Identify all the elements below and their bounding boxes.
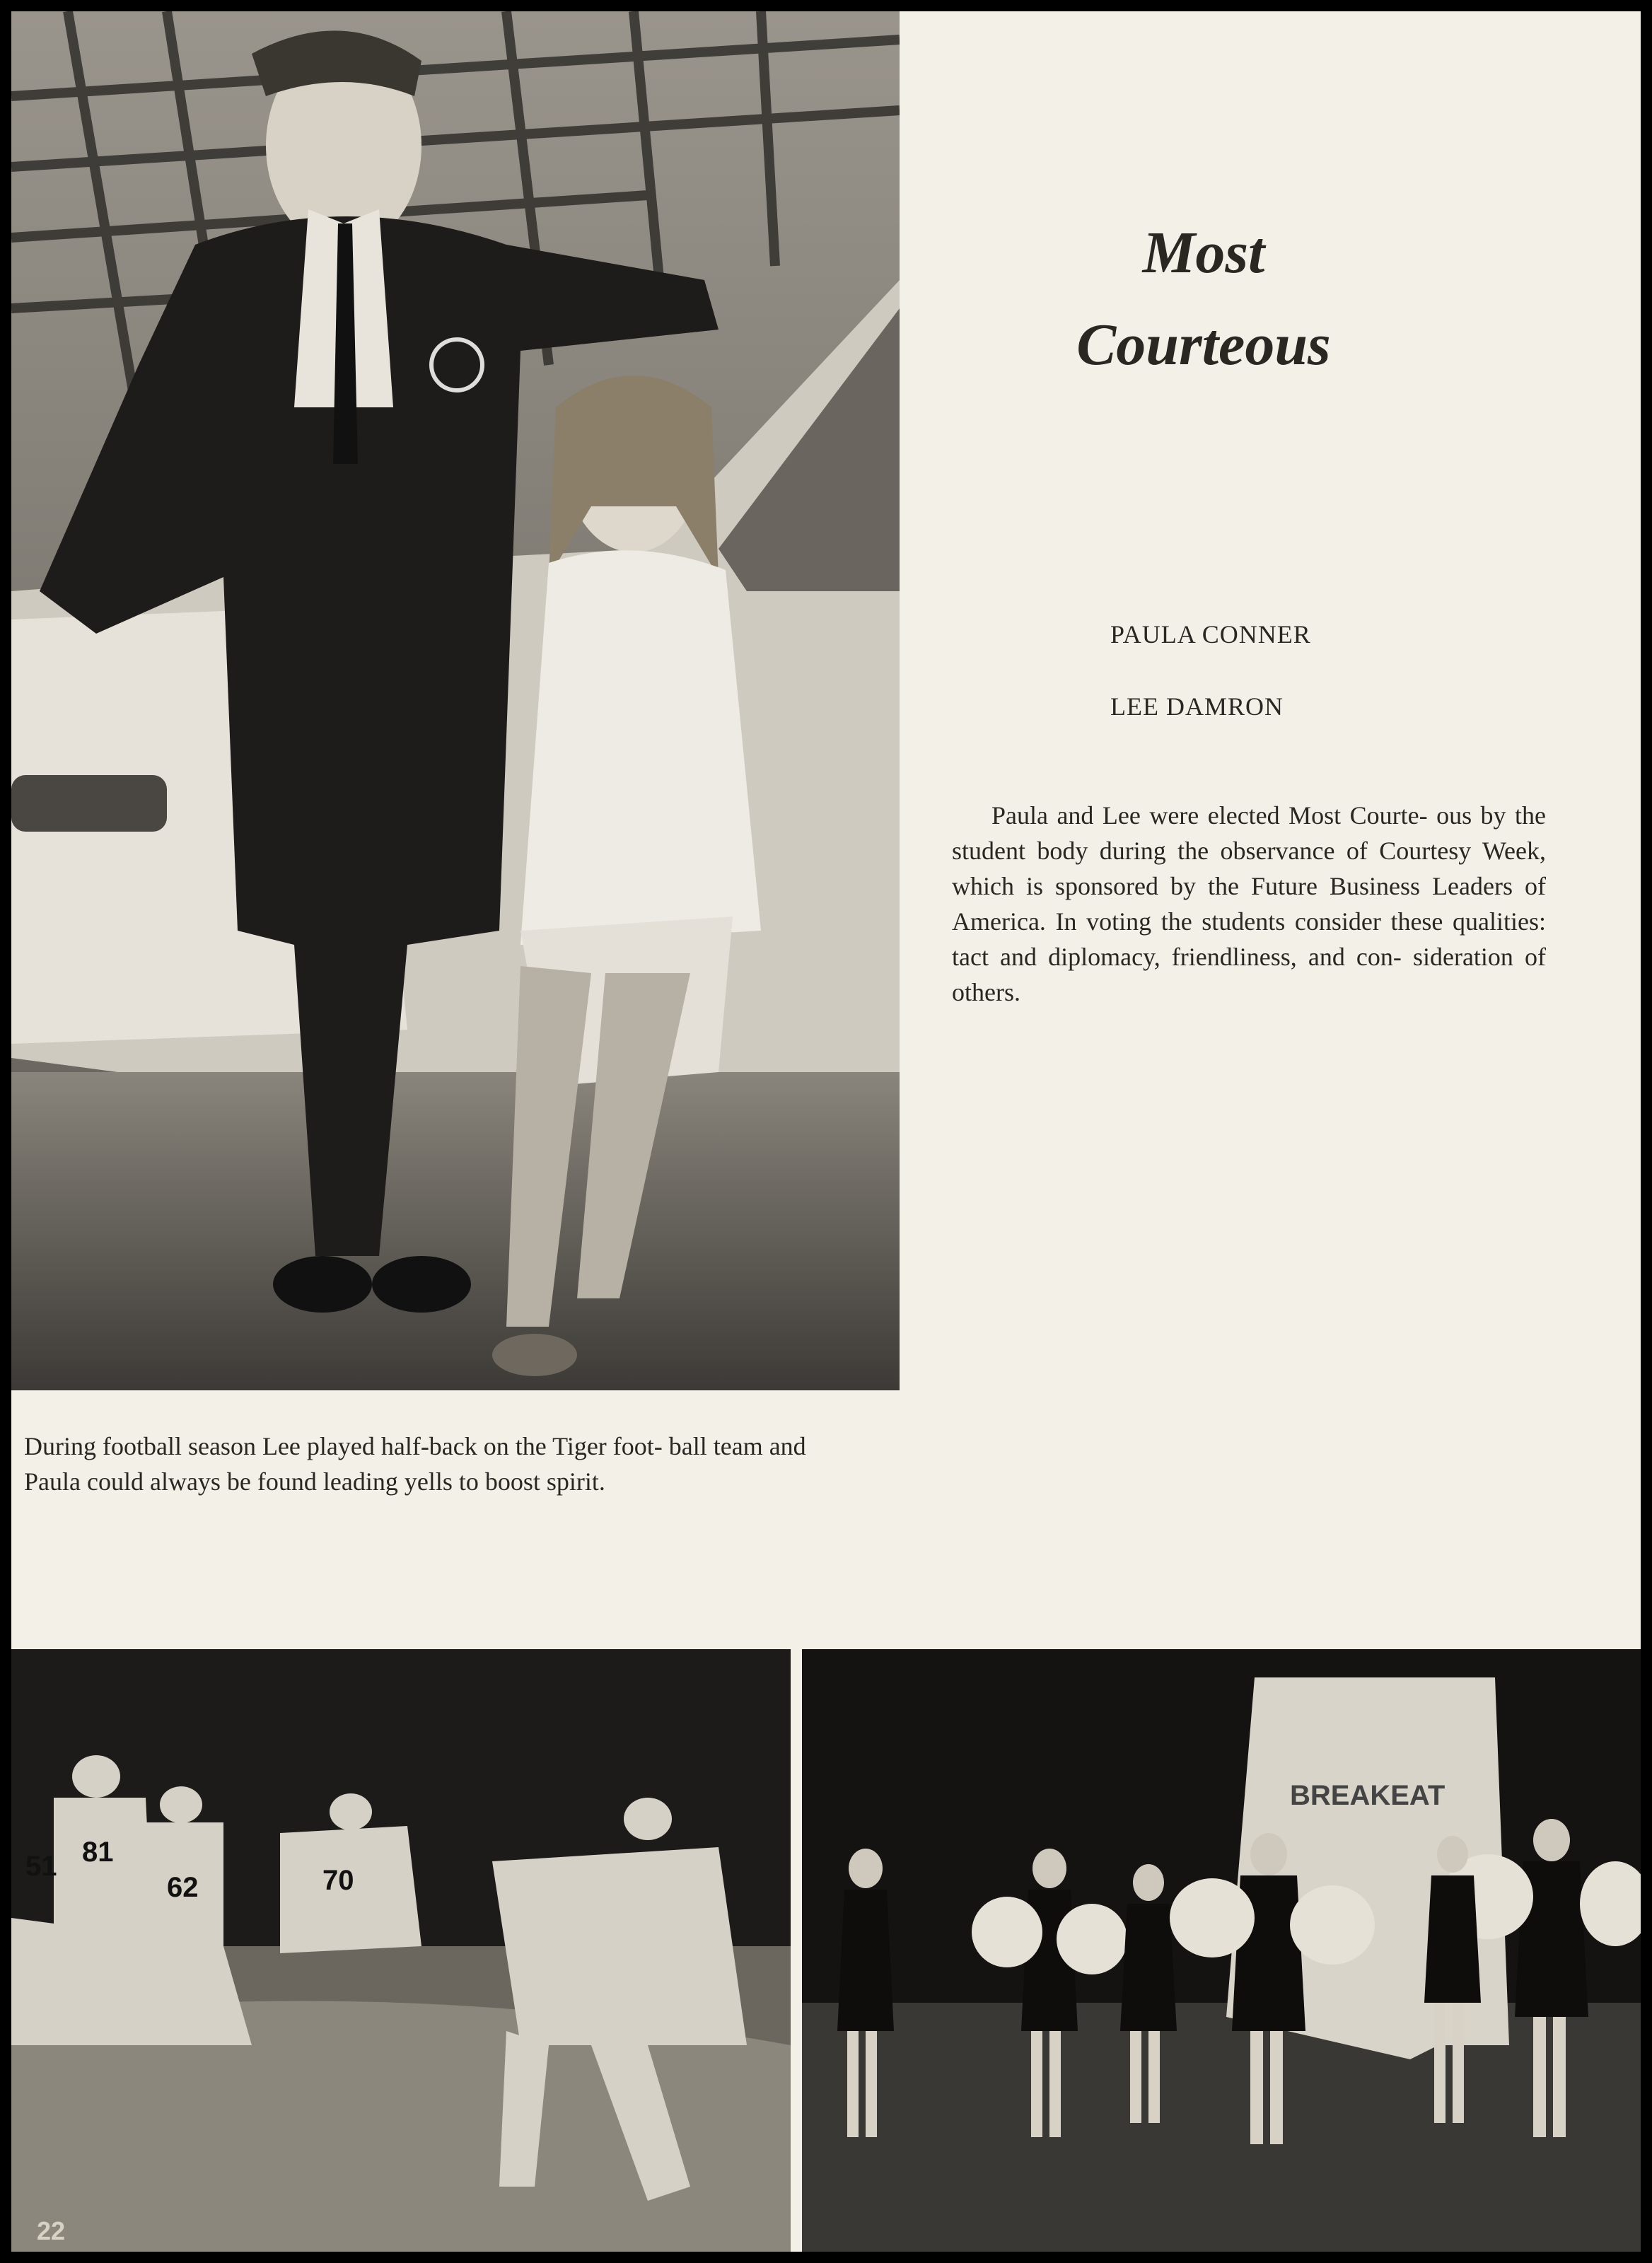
article-body: Paula and Lee were elected Most Courte- ous by the student body during the observance of Courtesy Week, which is sponsored by the Future Business Leaders of America. In voting the students consider these qualities: tact and diplomacy, friendliness, and con- sideration of others. — [952, 801, 1546, 1006]
football-photo — [11, 1649, 791, 2252]
yearbook-page — [11, 11, 1641, 2252]
jersey-number-62: 62 — [167, 1872, 199, 1903]
page-number: 22 — [37, 2216, 66, 2245]
page-title-line-2: Courteous — [1076, 312, 1331, 378]
football-photo-image — [11, 1649, 791, 2252]
jersey-number-81: 81 — [82, 1837, 114, 1868]
cheerleader-photo — [802, 1649, 1641, 2252]
honoree-name-1: PAULA CONNER — [1110, 620, 1311, 648]
honoree-name-2: LEE DAMRON — [1110, 692, 1284, 721]
banner-text: BREAKEAT — [1290, 1780, 1446, 1811]
photo-caption: During football season Lee played half-back on the Tiger foot- ball team and Paula could always be found leading yells to boost spirit. — [24, 1432, 806, 1496]
portrait-photo — [11, 11, 900, 1390]
jersey-number-70: 70 — [322, 1865, 354, 1896]
jersey-number-51: 51 — [25, 1851, 57, 1882]
cheerleader-photo-image — [802, 1649, 1641, 2252]
page-title-line-1: Most — [1142, 220, 1265, 286]
portrait-photo-image — [11, 11, 900, 1390]
